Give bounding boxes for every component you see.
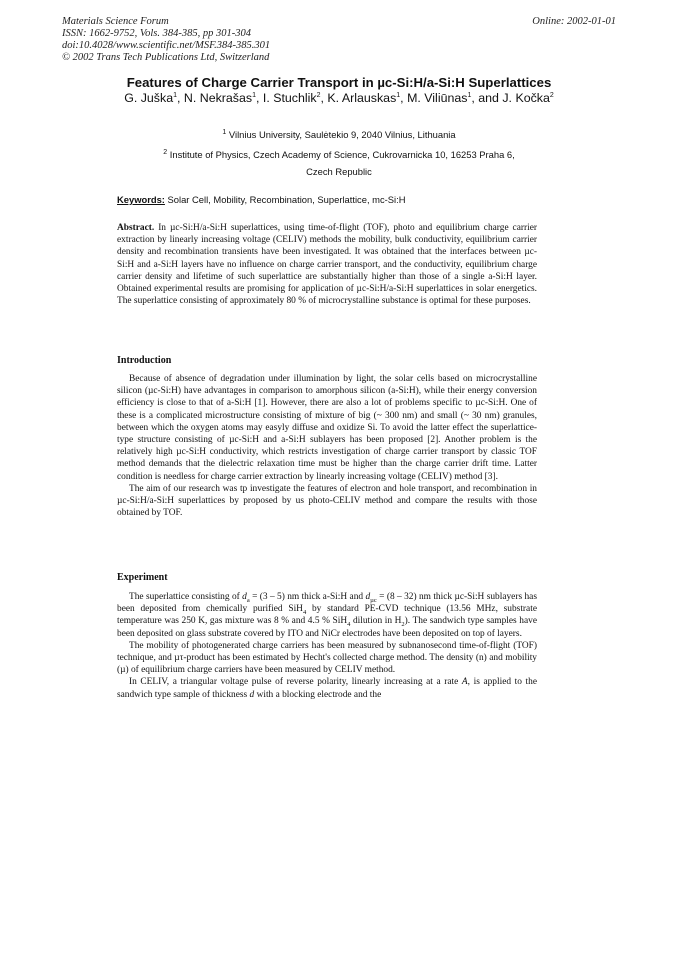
- paragraph: The superlattice consisting of $d_a = (3 - 5)$ nm thick a-Si:H and $d_{\mu c} = (8 - 32)$ nm thick µc-Si:H sublayers has been deposited from chemically purified SiH$_4$ by standard PE-CVD technique (13.56 MHz, substrate temperature was 250 K, gas mixture was 8 % and 4.5 % SiH$_4$ dilution in $H_2$). The sandwich type samples have been deposited on glass substrate covered by ITO and NiCr electrodes have been deposited on top of layers.: [117, 592, 537, 639]
- affiliation-2: $^2$ Institute of Physics, Czech Academy of Science, Cukrovarnicka 10, 16253 Praha 6,: [163, 148, 515, 160]
- section-heading-experiment: Experiment: [117, 572, 168, 583]
- abstract: [117, 222, 537, 307]
- paper-title: Features of Charge Carrier Transport in µc-Si:H/a-Si:H Superlattices: [126, 75, 552, 90]
- paragraph: The mobility of photogenerated charge carriers has been measured by subnanosecond time-of-flight (TOF) technique, and µτ-product has been estimated by Hecht's collected charge method. The density (n) and mobility (µ) of equilibrium charge carriers have been measured by CELIV method.: [117, 640, 537, 676]
- affiliation-1: $^1$ Vilnius University, Saulėtekio 9, 2040 Vilnius, Lithuania: [222, 128, 456, 140]
- journal-name: Materials Science Forum: [62, 16, 169, 27]
- section-heading-introduction: Introduction: [117, 355, 172, 366]
- abstract-text: In µc-Si:H/a-Si:H superlattices, using time-of-flight (TOF), photo and equilibrium charge carrier extraction by linearly increasing voltage (CELIV) methods the mobility, bulk conductivity, equilibrium carrier density and recombination transients have been investigated. It was obtained that the interfaces between µc-Si:H and a-Si:H layers have no influence on charge carrier transport, and the conductivity, equilibrium charge carrier density and lifetime of such superlattice are substantially higher than those of a single a-Si:H layer. Obtained experimental results are promising for application of µc-Si:H/a-Si:H superlattices in solar energetics. The superlattice consisting of approximately 80 % of microcrystalline substance is optimal for these purposes.: [117, 223, 538, 307]
- author: J. Kočka$^2$: [502, 91, 554, 105]
- journal-doi: doi:10.4028/www.scientific.net/MSF.384-385.301: [62, 40, 271, 51]
- online-date: Online: 2002-01-01: [532, 16, 616, 27]
- keywords-label: Keywords:: [117, 194, 165, 205]
- author-list: [100, 90, 578, 106]
- author: K. Arlauskas$^1$,: [327, 91, 408, 105]
- author: N. Nekrašas$^1$,: [183, 91, 263, 105]
- journal-issn: ISSN: 1662-9752, Vols. 384-385, pp 301-304: [62, 28, 251, 39]
- affiliation-2-cont: Czech Republic: [306, 166, 372, 177]
- author: M. Viliūnas$^1$, and: [407, 91, 503, 105]
- experiment-body: [117, 591, 537, 701]
- author: I. Stuchlik$^2$,: [262, 91, 328, 105]
- keywords: [117, 194, 405, 205]
- journal-header: [62, 16, 270, 64]
- paragraph: The aim of our research was tp investigate the features of electron and hole transport, and recombination in µc-Si:H/a-Si:H superlattices by proposed by us photo-CELIV method and compare the results with those obtained by TOF.: [117, 483, 537, 519]
- paragraph: In CELIV, a triangular voltage pulse of reverse polarity, linearly increasing at a rate A, is applied to the sandwich type sample of thickness d with a blocking electrode and the: [117, 677, 537, 700]
- abstract-label: Abstract.: [117, 223, 155, 233]
- keywords-text: Solar Cell, Mobility, Recombination, Superlattice, mc-Si:H: [167, 194, 406, 205]
- introduction-body: [117, 373, 537, 519]
- author: G. Juška$^1$,: [124, 91, 184, 105]
- paragraph: Because of absence of degradation under illumination by light, the solar cells based on microcrystalline silicon (µc-Si:H) have advantages in comparison to amorphous silicon (a-Si:H), while their energy conversion efficiency is close to that of a-Si:H [1]. However, there are also a lot of problems specific to µc-Si:H. One of these is a complicated microstructure consisting of mixture of big (~ 300 nm) and small (~ 30 nm) granules, between which the oxygen atoms may easyly diffuse and oxidize Si. To avoid the latter effect the superlattice-type structure consisting of µc-Si:H and a-Si:H sublayers has been proposed [2]. Another problem is the relatively high µc-Si:H conductivity, which restricts investigation of charge carrier transport by classic TOF method demands that the dielectric relaxation time must be higher than the charge carrier drift time. Latter condition is needless for charge carrier extraction by linearly increasing voltage (CELIV) method [3].: [117, 374, 537, 482]
- journal-copyright: © 2002 Trans Tech Publications Ltd, Switzerland: [62, 52, 270, 63]
